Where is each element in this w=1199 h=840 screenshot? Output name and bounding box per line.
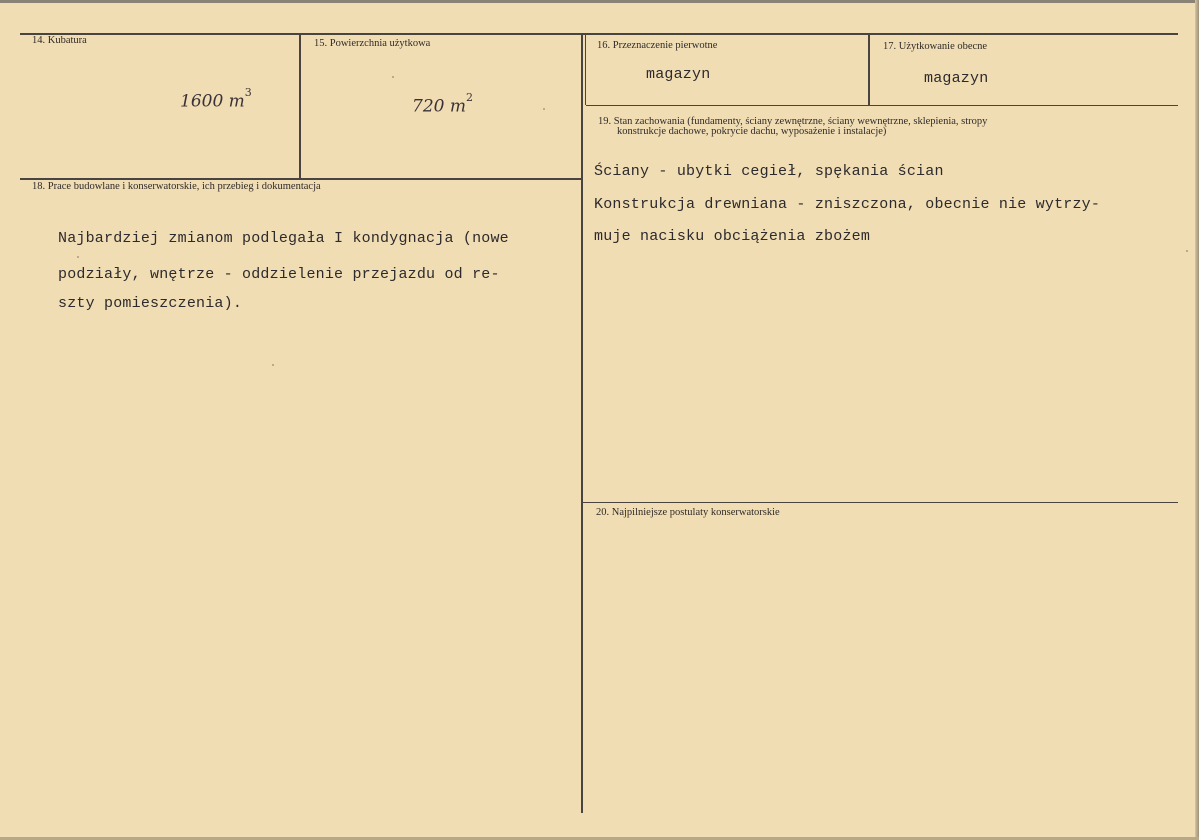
paper-speck (543, 108, 545, 110)
field-19-line-2: Konstrukcja drewniana - zniszczona, obecnie nie wytrzy- (594, 196, 1101, 213)
card-right-edge (1195, 0, 1199, 840)
divider-14-15 (299, 33, 301, 179)
field-18-line-1: Najbardziej zmianom podlegała I kondygnacja (nowe (58, 230, 509, 247)
divider-16-17 (868, 35, 870, 105)
field-17-label: 17. Użytkowanie obecne (883, 41, 988, 52)
field-15-label: 15. Powierzchnia użytkowa (314, 38, 431, 49)
field-15-exponent: 2 (465, 91, 473, 104)
field-17-value[interactable]: magazyn (924, 70, 989, 87)
top-rule (20, 33, 1178, 35)
field-19-label-line-2: konstrukcje dachowe, pokrycie dachu, wyposażenie i instalacje) (617, 126, 887, 137)
field-15-value[interactable] (412, 91, 473, 117)
field-14-label: 14. Kubatura (32, 35, 87, 46)
rule-under-16-17 (586, 105, 1178, 106)
field-19-line-3: muje nacisku obciążenia zbożem (594, 228, 871, 245)
field-14-exponent: 3 (244, 86, 252, 99)
rule-above-20 (583, 502, 1178, 503)
field-20-text-area[interactable] (590, 522, 1170, 812)
upper-center-divider (585, 35, 586, 105)
field-14-number: 1600 m (180, 91, 245, 112)
field-19-line-1: Ściany - ubytki cegieł, spękania ścian (594, 163, 944, 180)
card-top-edge (0, 0, 1199, 3)
field-18-line-3: szty pomieszczenia). (58, 295, 243, 312)
field-16-value[interactable]: magazyn (646, 66, 711, 83)
field-19-label-line-1: 19. Stan zachowania (fundamenty, ściany zewnętrzne, ściany wewnętrzne, sklepienia, stropy (598, 116, 988, 127)
field-18-line-2: podziały, wnętrze - oddzielenie przejazdu od re- (58, 266, 500, 283)
field-18-label: 18. Prace budowlane i konserwatorskie, ich przebieg i dokumentacja (32, 181, 321, 192)
field-14-value[interactable] (180, 86, 252, 112)
field-16-label: 16. Przeznaczenie pierwotne (597, 40, 718, 51)
field-20-label: 20. Najpilniejsze postulaty konserwatorskie (596, 507, 780, 518)
paper-speck (392, 76, 394, 78)
field-15-number: 720 m (412, 96, 466, 117)
center-vertical-divider (581, 35, 583, 813)
rule-under-14-15 (20, 178, 583, 180)
paper-speck (77, 256, 79, 258)
paper-speck (272, 364, 274, 366)
paper-speck (1186, 250, 1188, 252)
